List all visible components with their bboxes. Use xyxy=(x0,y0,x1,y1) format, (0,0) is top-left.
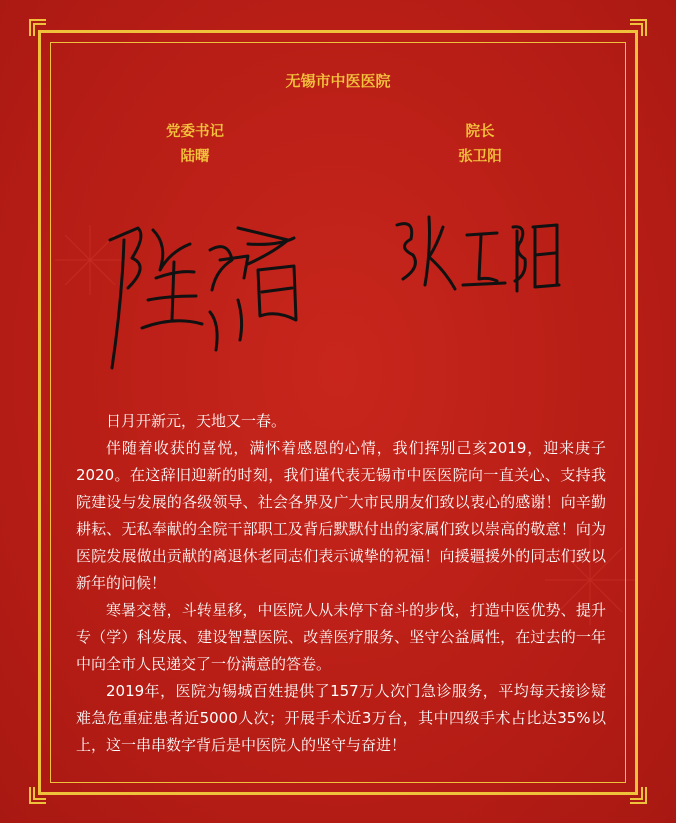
signatory-party-secretary xyxy=(145,120,245,170)
signatory-title: 党委书记 xyxy=(166,124,224,140)
signatory-president xyxy=(430,120,530,170)
signatory-name: 张卫阳 xyxy=(458,149,502,165)
corner-ornament-top-left xyxy=(28,18,48,38)
hospital-name: 无锡市中医医院 xyxy=(285,72,391,90)
letter-paragraph: 寒暑交替，斗转星移，中医院人从未停下奋斗的步伐，打造中医优势、提升专（学）科发展、建设智慧医院、改善医疗服务、坚守公益属性，在过去的一年中向全市人民递交了一份满意的答卷。 xyxy=(76,601,606,673)
handwritten-signature-lu-shu xyxy=(98,200,308,380)
letter-paragraph: 伴随着收获的喜悦，满怀着感恩的心情，我们挥别己亥2019，迎来庚子2020。在这辞旧迎新的时刻，我们谨代表无锡市中医医院向一直关心、支持我院建设与发展的各级领导、社会各界及广大市民朋友们致以衷心的感谢！向辛勤耕耘、无私奉献的全院干部职工及背后默默付出的家属们致以崇高的敬意！向为医院发展做出贡献的离退休老同志们表示诚挚的祝福！向援疆援外的同志们致以新年的问候！ xyxy=(76,439,606,592)
letter-paragraph: 2019年，医院为锡城百姓提供了157万人次门急诊服务，平均每天接诊疑难急危重症患者近5000人次；开展手术近3万台，其中四级手术占比达35%以上，这一串串数字背后是中医院人的坚守与奋进！ xyxy=(76,682,606,754)
letter-paragraph: 日月开新元，天地又一春。 xyxy=(106,412,287,430)
corner-ornament-bottom-left xyxy=(28,785,48,805)
letter-body xyxy=(76,408,606,759)
signatory-name: 陆曙 xyxy=(180,149,210,165)
signatory-title: 院长 xyxy=(465,124,495,140)
corner-ornament-bottom-right xyxy=(628,785,648,805)
corner-ornament-top-right xyxy=(628,18,648,38)
handwritten-signature-zhang-weiyang xyxy=(385,205,565,300)
